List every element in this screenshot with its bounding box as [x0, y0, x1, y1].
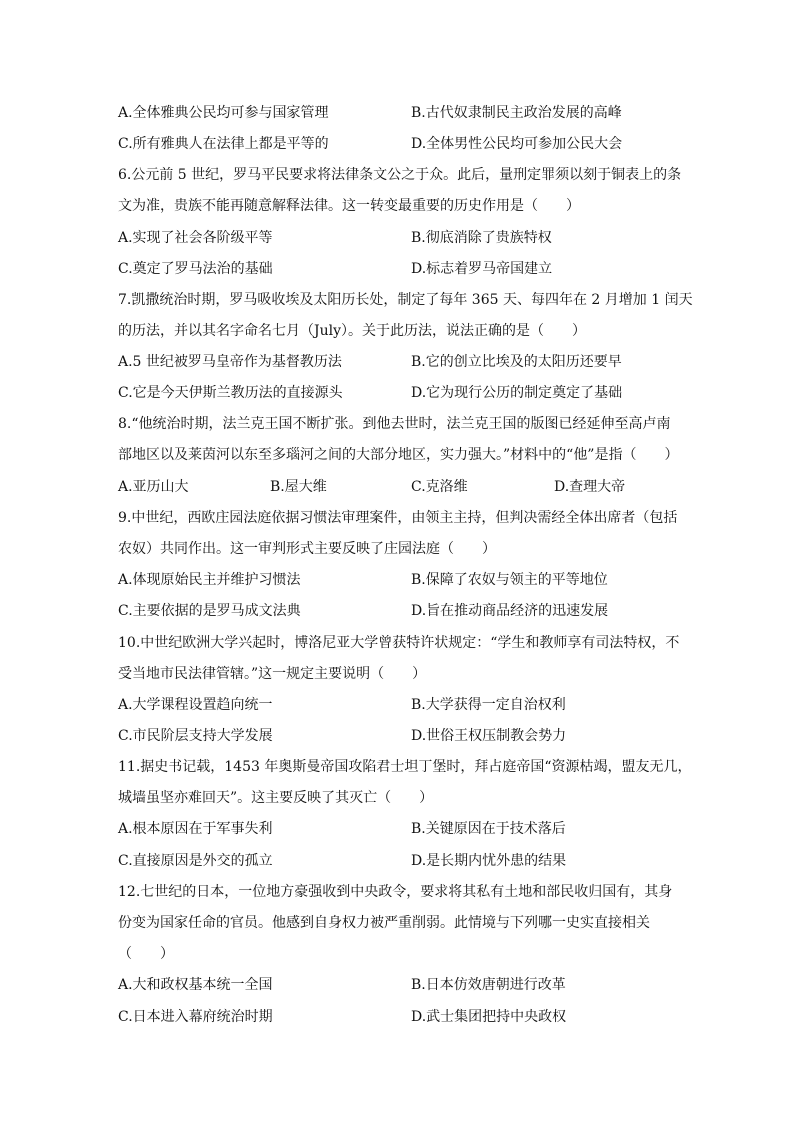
q6-option-a: A.实现了社会各阶级平等: [118, 230, 273, 246]
q8-option-a: A.亚历山大: [118, 479, 189, 495]
q10-option-a: A.大学课程设置趋向统一: [118, 697, 273, 713]
q12-stem-line-2: 份变为国家任命的官员。他感到自身权力被严重削弱。此情境与下列哪一史实直接相关: [118, 915, 650, 931]
q9-stem-line-2: 农奴）共同作出。这一审判形式主要反映了庄园法庭（ ）: [118, 541, 496, 557]
q7-option-a: A.5 世纪被罗马皇帝作为基督教历法: [118, 354, 342, 370]
q8-stem-line-2: 部地区以及莱茵河以东至多瑙河之间的大部分地区，实力强大。”材料中的“他”是指（ ）: [118, 447, 679, 463]
q8-option-c: C.克洛维: [411, 479, 468, 495]
q12-option-a: A.大和政权基本统一全国: [118, 977, 273, 993]
q7-option-b: B.它的创立比埃及的太阳历还要早: [411, 354, 622, 370]
q9-option-d: D.旨在推动商品经济的迅速发展: [411, 603, 609, 619]
q5-option-d: D.全体男性公民均可参加公民大会: [411, 136, 623, 152]
q7-stem-line-1: 7.凯撒统治时期，罗马吸收埃及太阳历长处，制定了每年 365 天、每四年在 2 月增加 1 闰天: [118, 292, 693, 308]
q8-stem-line-1: 8.“他统治时期，法兰克王国不断扩张。到他去世时，法兰克王国的版图已经延伸至高卢南: [118, 416, 671, 432]
q7-option-c: C.它是今天伊斯兰教历法的直接源头: [118, 385, 343, 401]
q5-option-c: C.所有雅典人在法律上都是平等的: [118, 136, 329, 152]
q8-option-b: B.屋大维: [270, 479, 327, 495]
q10-stem-line-1: 10.中世纪欧洲大学兴起时，博洛尼亚大学曾获特许状规定：“学生和教师享有司法特权，不: [118, 635, 680, 651]
q11-option-c: C.直接原因是外交的孤立: [118, 853, 273, 869]
q10-option-b: B.大学获得一定自治权利: [411, 697, 566, 713]
q9-option-c: C.主要依据的是罗马成文法典: [118, 603, 301, 619]
q12-option-c: C.日本进入幕府统治时期: [118, 1009, 273, 1025]
q10-stem-line-2: 受当地市民法律管辖。”这一规定主要说明（ ）: [118, 666, 427, 682]
q8-option-d: D.查理大帝: [554, 479, 626, 495]
q5-option-b: B.古代奴隶制民主政治发展的高峰: [411, 105, 622, 121]
q10-option-d: D.世俗王权压制教会势力: [411, 728, 567, 744]
q6-option-b: B.彻底消除了贵族特权: [411, 230, 552, 246]
q12-option-b: B.日本仿效唐朝进行改革: [411, 977, 566, 993]
q12-option-d: D.武士集团把持中央政权: [411, 1009, 567, 1025]
q7-option-d: D.它为现行公历的制定奠定了基础: [411, 385, 623, 401]
q6-stem-line-2: 文为准，贵族不能再随意解释法律。这一转变最重要的历史作用是（ ）: [118, 198, 580, 214]
q5-option-a: A.全体雅典公民均可参与国家管理: [118, 105, 329, 121]
q10-option-c: C.市民阶层支持大学发展: [118, 728, 273, 744]
q9-stem-line-1: 9.中世纪，西欧庄园法庭依据习惯法审理案件，由领主主持，但判决需经全体出席者（包括: [118, 510, 678, 526]
q9-option-b: B.保障了农奴与领主的平等地位: [411, 572, 608, 588]
q9-option-a: A.体现原始民主并维护习惯法: [118, 572, 301, 588]
q11-option-a: A.根本原因在于军事失利: [118, 821, 273, 837]
q11-option-d: D.是长期内忧外患的结果: [411, 853, 567, 869]
q11-option-b: B.关键原因在于技术落后: [411, 821, 566, 837]
q7-stem-line-2: 的历法，并以其名字命名七月（July）。关于此历法，说法正确的是（ ）: [118, 323, 587, 339]
q6-option-d: D.标志着罗马帝国建立: [411, 261, 553, 277]
q12-stem-line-1: 12.七世纪的日本，一位地方豪强收到中央政令，要求将其私有土地和部民收归国有，其身: [118, 884, 673, 900]
q6-stem-line-1: 6.公元前 5 世纪，罗马平民要求将法律条文公之于众。此后，量刑定罪须以刻于铜表上的条: [118, 167, 682, 183]
q11-stem-line-2: 城墙虽坚亦难回天”。这主要反映了其灭亡（ ）: [118, 790, 434, 806]
q6-option-c: C.奠定了罗马法治的基础: [118, 261, 273, 277]
q12-stem-line-3: （ ）: [118, 946, 174, 962]
q11-stem-line-1: 11.据史书记载，1453 年奥斯曼帝国攻陷君士坦丁堡时，拜占庭帝国“资源枯竭，盟友无几，: [118, 759, 692, 775]
